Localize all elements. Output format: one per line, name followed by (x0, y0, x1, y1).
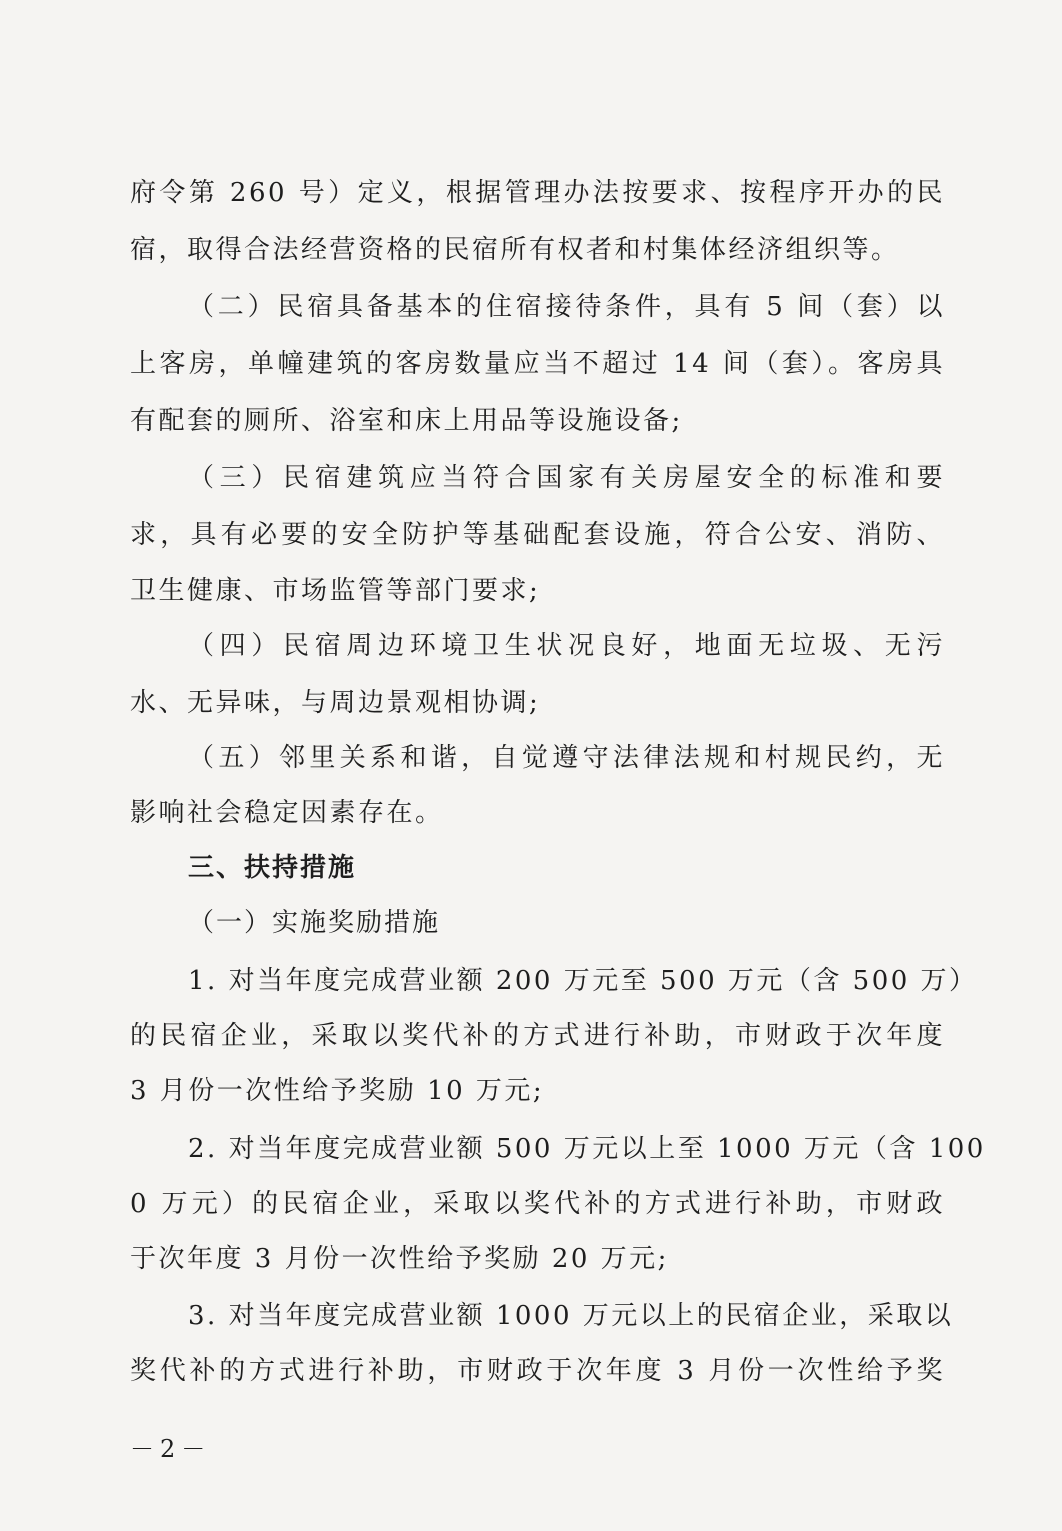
text-line: 0 万元）的民宿企业，采取以奖代补的方式进行补助，市财政 (130, 1189, 945, 1219)
text-line: 有配套的厕所、浴室和床上用品等设施设备; (130, 406, 683, 436)
page-number: －2－ (130, 1435, 212, 1463)
text-line: （四）民宿周边环境卫生状况良好，地面无垃圾、无污 (188, 631, 945, 661)
text-line: 府令第 260 号）定义，根据管理办法按要求、按程序开办的民 (130, 178, 945, 208)
text-line: 3 月份一次性给予奖励 10 万元; (130, 1076, 545, 1106)
section-heading: 三、扶持措施 (188, 853, 357, 883)
text-line: 水、无异味，与周边景观相协调; (130, 688, 541, 718)
text-line: 2. 对当年度完成营业额 500 万元以上至 1000 万元（含 100 (188, 1134, 986, 1164)
text-line: 1. 对当年度完成营业额 200 万元至 500 万元（含 500 万） (188, 966, 978, 996)
subsection-heading: （一）实施奖励措施 (188, 908, 441, 938)
text-line: 3. 对当年度完成营业额 1000 万元以上的民宿企业，采取以 (188, 1301, 954, 1331)
text-line: 宿，取得合法经营资格的民宿所有权者和村集体经济组织等。 (130, 235, 900, 265)
text-line: 求，具有必要的安全防护等基础配套设施，符合公安、消防、 (130, 520, 945, 550)
text-line: 影响社会稳定因素存在。 (130, 798, 444, 828)
text-line: 上客房，单幢建筑的客房数量应当不超过 14 间（套）。客房具 (130, 349, 945, 379)
text-line: （二）民宿具备基本的住宿接待条件，具有 5 间（套）以 (188, 292, 945, 322)
text-line: 奖代补的方式进行补助，市财政于次年度 3 月份一次性给予奖 (130, 1356, 945, 1386)
text-line: （五）邻里关系和谐，自觉遵守法律法规和村规民约，无 (188, 743, 945, 773)
text-line: 卫生健康、市场监管等部门要求; (130, 576, 541, 606)
text-line: （三）民宿建筑应当符合国家有关房屋安全的标准和要 (188, 463, 945, 493)
text-line: 于次年度 3 月份一次性给予奖励 20 万元; (130, 1244, 669, 1274)
text-line: 的民宿企业，采取以奖代补的方式进行补助，市财政于次年度 (130, 1021, 945, 1051)
